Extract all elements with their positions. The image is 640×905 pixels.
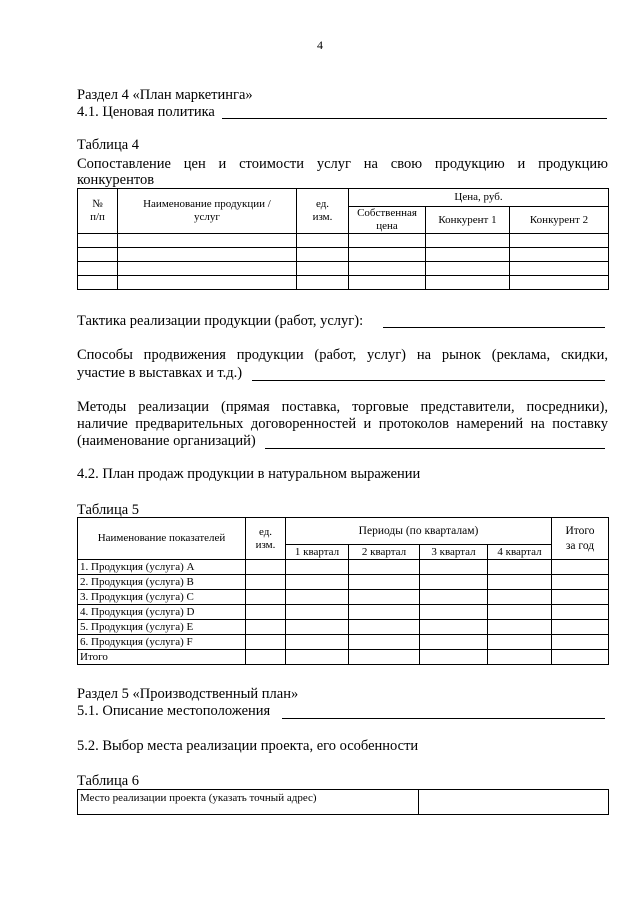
col-header-product-name: Наименование продукции / услуг [118,189,297,234]
col-header-competitor1: Конкурент 1 [426,207,510,234]
col-header-quarter-3: 3 квартал [420,545,488,560]
table-cell[interactable] [552,560,609,575]
table4-caption: Таблица 4 [77,137,140,153]
promotion-line1: Способы продвижения продукции (работ, услуг) на рынок (реклама, скидки, [77,347,608,363]
table-cell[interactable] [286,605,349,620]
sales-plan-table [77,517,609,665]
table-row [78,248,609,262]
table-cell[interactable] [420,635,488,650]
table-cell[interactable] [78,262,118,276]
section4-title: Раздел 4 «План маркетинга» [77,87,253,103]
table-cell[interactable] [349,276,426,290]
table-cell[interactable] [552,650,609,665]
table-cell[interactable] [78,234,118,248]
table-cell[interactable] [420,620,488,635]
table-cell[interactable] [118,234,297,248]
site-choice-label: 5.2. Выбор места реализации проекта, его особенности [77,738,419,754]
table-cell[interactable] [286,650,349,665]
col-header-unit: ед. изм. [246,518,286,560]
sales-plan-title: 4.2. План продаж продукции в натуральном выражении [77,466,421,482]
methods-line1: Методы реализации (прямая поставка, торговые представители, посредники), [77,399,608,415]
table-cell[interactable] [488,560,552,575]
table-cell[interactable] [349,248,426,262]
col-header-competitor2: Конкурент 2 [510,207,609,234]
table-cell[interactable] [78,276,118,290]
table-cell[interactable] [349,620,420,635]
table6-caption: Таблица 6 [77,773,140,789]
row-label-product-c: 3. Продукция (услуга) C [78,590,246,605]
table-cell[interactable] [420,590,488,605]
table-cell[interactable] [420,575,488,590]
table-cell[interactable] [246,605,286,620]
table-cell[interactable] [349,234,426,248]
col-header-total: Итого за год [552,518,609,560]
promotion-fill-line[interactable] [252,380,605,381]
table-cell[interactable] [118,262,297,276]
table-cell[interactable] [488,620,552,635]
table-cell[interactable] [246,560,286,575]
table-cell[interactable] [552,635,609,650]
table-cell[interactable] [552,620,609,635]
table-cell[interactable] [488,575,552,590]
methods-fill-line[interactable] [265,448,605,449]
table-cell[interactable] [420,650,488,665]
col-header-quarter-4: 4 квартал [488,545,552,560]
table-row [78,590,609,605]
table-cell[interactable] [286,560,349,575]
location-label: 5.1. Описание местоположения [77,703,271,719]
methods-line2: наличие предварительных договоренностей и протоколов намерений на поставку [77,416,608,432]
methods-line3: (наименование организаций) [77,433,256,449]
table-row [78,605,609,620]
table-cell[interactable] [349,650,420,665]
table-row [78,276,609,290]
table-cell[interactable] [297,248,349,262]
table-row [78,560,609,575]
table-cell[interactable] [552,605,609,620]
table-row [78,635,609,650]
table-cell[interactable] [510,248,609,262]
col-header-unit: ед. изм. [297,189,349,234]
table-cell[interactable] [488,590,552,605]
table-cell[interactable] [349,635,420,650]
table-cell[interactable] [286,590,349,605]
section5-title: Раздел 5 «Производственный план» [77,686,299,702]
tactics-fill-line[interactable] [383,327,605,328]
row-label-product-a: 1. Продукция (услуга) A [78,560,246,575]
table-row [78,650,609,665]
row-label-product-f: 6. Продукция (услуга) F [78,635,246,650]
table-cell[interactable] [426,262,510,276]
table-cell[interactable] [246,620,286,635]
table-cell[interactable] [488,650,552,665]
table-cell[interactable] [78,248,118,262]
table-cell[interactable] [426,276,510,290]
table-cell[interactable] [118,276,297,290]
table-cell[interactable] [246,635,286,650]
table-cell[interactable] [552,575,609,590]
location-fill-line[interactable] [282,718,605,719]
row-label-product-d: 4. Продукция (услуга) D [78,605,246,620]
table-row [78,234,609,248]
table-cell[interactable] [349,560,420,575]
promotion-line2: участие в выставках и т.д.) [77,365,243,381]
table-cell[interactable] [488,605,552,620]
table-cell[interactable] [420,560,488,575]
table-cell[interactable] [118,248,297,262]
table-cell[interactable] [488,635,552,650]
table5-caption: Таблица 5 [77,502,140,518]
table-cell[interactable] [297,276,349,290]
col-header-quarter-1: 1 квартал [286,545,349,560]
table-cell[interactable] [426,248,510,262]
table-row [78,620,609,635]
row-label-product-b: 2. Продукция (услуга) B [78,575,246,590]
table-cell[interactable] [349,262,426,276]
row-label-total: Итого [78,650,246,665]
table-cell[interactable] [552,590,609,605]
table-cell[interactable] [286,575,349,590]
table-cell[interactable] [426,234,510,248]
table-cell[interactable] [510,262,609,276]
price-comparison-table [77,188,609,290]
table-cell[interactable] [246,590,286,605]
table4-title-line1: Сопоставление цен и стоимости услуг на свою продукцию и продукцию [77,156,608,172]
table-cell[interactable] [349,575,420,590]
project-location-table [77,789,609,815]
table-cell[interactable] [510,234,609,248]
col-header-quarter-2: 2 квартал [349,545,420,560]
table-cell[interactable] [286,635,349,650]
row-label-product-e: 5. Продукция (услуга) E [78,620,246,635]
col-header-price-group: Цена, руб. [349,189,609,207]
col-header-num: № п/п [78,189,118,234]
price-policy-label: 4.1. Ценовая политика [77,104,215,120]
table-row [78,575,609,590]
table-cell[interactable] [246,575,286,590]
col-header-indicators: Наименование показателей [78,518,246,560]
table-cell[interactable] [286,620,349,635]
table4-title-line2: конкурентов [77,172,155,188]
page-number: 4 [317,38,323,52]
row-label-project-location: Место реализации проекта (указать точный адрес) [78,790,419,815]
table-cell[interactable] [510,276,609,290]
tactics-label: Тактика реализации продукции (работ, услуг): [77,313,364,329]
table-cell[interactable] [419,790,609,815]
table-cell[interactable] [246,650,286,665]
table-cell[interactable] [349,590,420,605]
price-policy-fill-line[interactable] [222,118,607,119]
table-cell[interactable] [420,605,488,620]
table-cell[interactable] [349,605,420,620]
table-row [78,790,609,815]
table-cell[interactable] [297,234,349,248]
table-row [78,262,609,276]
col-header-own-price: Собственная цена [349,207,426,234]
table-cell[interactable] [297,262,349,276]
col-header-periods: Периоды (по кварталам) [286,518,552,545]
